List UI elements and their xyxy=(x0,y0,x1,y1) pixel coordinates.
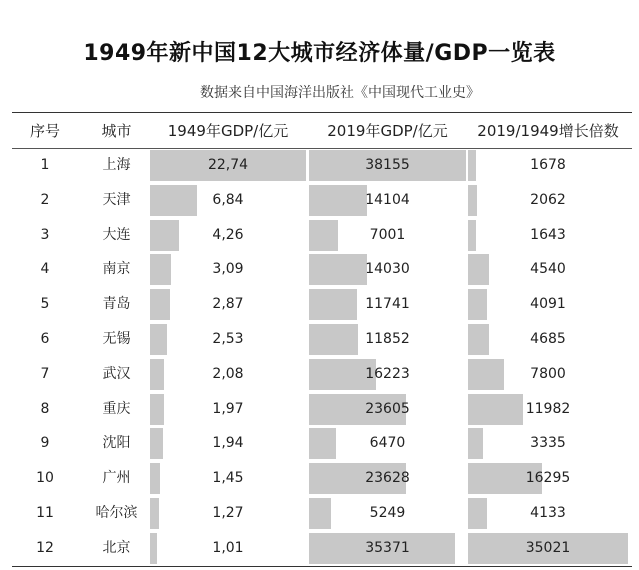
cell-gdp-1949 xyxy=(150,289,306,320)
value-gdp-2019: 11852 xyxy=(365,331,410,347)
header-gdp-1949: 1949年GDP/亿元 xyxy=(167,122,289,140)
cell-growth xyxy=(468,150,628,181)
value-gdp-1949: 2,87 xyxy=(212,296,244,313)
cell-gdp-2019 xyxy=(309,359,466,390)
header-gdp-2019: 2019年GDP/亿元 xyxy=(327,122,448,140)
cell-gdp-2019 xyxy=(309,463,466,494)
cell-growth xyxy=(468,220,628,251)
value-gdp-2019: 16223 xyxy=(365,365,410,382)
cell-gdp-1949 xyxy=(150,394,306,425)
header-index: 序号 xyxy=(29,122,60,140)
cell-gdp-1949 xyxy=(150,463,306,494)
value-growth: 2062 xyxy=(530,191,566,208)
cell-gdp-1949 xyxy=(150,220,306,251)
value-growth: 3335 xyxy=(530,435,566,452)
value-gdp-2019: 38155 xyxy=(365,157,410,173)
value-gdp-1949: 2,53 xyxy=(212,331,244,347)
row-index: 7 xyxy=(40,365,50,382)
cell-gdp-2019 xyxy=(309,533,466,564)
cell-gdp-1949 xyxy=(150,254,306,285)
row-index: 6 xyxy=(40,331,50,347)
cell-gdp-2019 xyxy=(309,254,466,285)
row-index: 5 xyxy=(40,296,50,313)
table-row xyxy=(12,426,632,461)
cell-gdp-2019 xyxy=(309,428,466,459)
table-row xyxy=(12,392,632,427)
row-city: 南京 xyxy=(102,261,131,278)
row-index: 4 xyxy=(40,261,50,278)
row-index: 11 xyxy=(36,505,54,521)
cell-gdp-1949 xyxy=(150,324,306,355)
cell-gdp-2019 xyxy=(309,394,466,425)
table-bottom-rule xyxy=(12,566,632,567)
cell-growth xyxy=(468,498,628,529)
table-row xyxy=(12,357,632,392)
row-index: 12 xyxy=(36,539,54,556)
row-index: 10 xyxy=(36,470,54,487)
row-city: 北京 xyxy=(102,539,131,556)
value-gdp-2019: 23628 xyxy=(365,470,410,487)
value-gdp-1949: 4,26 xyxy=(212,226,244,243)
value-gdp-1949: 6,84 xyxy=(212,191,244,208)
value-growth: 4685 xyxy=(530,331,566,347)
row-index: 8 xyxy=(40,400,50,417)
cell-gdp-2019 xyxy=(309,324,466,355)
value-growth: 4133 xyxy=(530,505,566,521)
value-gdp-1949: 1,94 xyxy=(212,435,244,452)
cell-gdp-2019 xyxy=(309,289,466,320)
table-row xyxy=(12,496,632,531)
table-row xyxy=(12,531,632,566)
cell-growth xyxy=(468,394,628,425)
cell-growth xyxy=(468,185,628,216)
row-city: 武汉 xyxy=(102,365,131,382)
row-city: 无锡 xyxy=(102,331,131,347)
table-row xyxy=(12,322,632,357)
cell-gdp-1949 xyxy=(150,533,306,564)
table-row xyxy=(12,461,632,496)
cell-gdp-2019 xyxy=(309,220,466,251)
value-gdp-2019: 14030 xyxy=(365,261,410,278)
value-gdp-2019: 35371 xyxy=(365,539,410,556)
row-city: 天津 xyxy=(102,191,131,208)
cell-growth xyxy=(468,254,628,285)
cell-growth xyxy=(468,289,628,320)
cell-gdp-1949 xyxy=(150,359,306,390)
value-gdp-2019: 6470 xyxy=(369,435,406,452)
table-row xyxy=(12,218,632,253)
value-gdp-1949: 1,27 xyxy=(212,505,244,521)
header-growth: 2019/1949增长倍数 xyxy=(477,122,619,140)
cell-gdp-1949 xyxy=(150,150,306,181)
cell-growth xyxy=(468,428,628,459)
cell-gdp-2019 xyxy=(309,150,466,181)
row-city: 广州 xyxy=(102,470,131,487)
value-gdp-2019: 7001 xyxy=(369,226,406,243)
header-city: 城市 xyxy=(101,122,132,140)
row-city: 哈尔滨 xyxy=(95,505,138,521)
value-growth: 4540 xyxy=(530,261,566,278)
value-gdp-1949: 1,97 xyxy=(212,400,244,417)
cell-growth xyxy=(468,359,628,390)
cell-gdp-1949 xyxy=(150,428,306,459)
row-city: 青岛 xyxy=(102,296,131,313)
value-gdp-2019: 14104 xyxy=(365,191,410,208)
table-row xyxy=(12,148,632,183)
table-row xyxy=(12,287,632,322)
row-index: 2 xyxy=(40,191,50,208)
cell-growth xyxy=(468,324,628,355)
row-index: 1 xyxy=(40,157,50,173)
table-row xyxy=(12,183,632,218)
row-city: 重庆 xyxy=(102,400,131,417)
row-index: 9 xyxy=(40,435,50,452)
row-index: 3 xyxy=(40,226,50,243)
cell-gdp-1949 xyxy=(150,498,306,529)
value-gdp-1949: 3,09 xyxy=(212,261,244,278)
value-gdp-2019: 5249 xyxy=(369,505,406,521)
table-row xyxy=(12,252,632,287)
value-growth: 11982 xyxy=(525,400,571,417)
value-gdp-2019: 23605 xyxy=(365,400,410,417)
value-gdp-1949: 22,74 xyxy=(207,157,249,173)
cell-gdp-2019 xyxy=(309,498,466,529)
source-note: 数据来自中国海洋出版社《中国现代工业史》 xyxy=(200,85,480,101)
cell-gdp-1949 xyxy=(150,185,306,216)
page-title: 1949年新中国12大城市经济体量/GDP一览表 xyxy=(83,41,556,66)
value-growth: 7800 xyxy=(530,365,566,382)
value-gdp-2019: 11741 xyxy=(365,296,410,313)
value-gdp-1949: 1,45 xyxy=(212,470,244,487)
cell-growth xyxy=(468,463,628,494)
value-growth: 16295 xyxy=(525,470,571,487)
cell-gdp-2019 xyxy=(309,185,466,216)
cell-growth xyxy=(468,533,628,564)
value-gdp-1949: 2,08 xyxy=(212,365,244,382)
row-city: 大连 xyxy=(102,226,131,243)
row-city: 上海 xyxy=(102,157,131,173)
value-growth: 4091 xyxy=(530,296,566,313)
value-growth: 1678 xyxy=(530,157,566,173)
row-city: 沈阳 xyxy=(102,435,131,452)
value-growth: 1643 xyxy=(530,226,566,243)
value-gdp-1949: 1,01 xyxy=(212,539,244,556)
value-growth: 35021 xyxy=(525,539,571,556)
